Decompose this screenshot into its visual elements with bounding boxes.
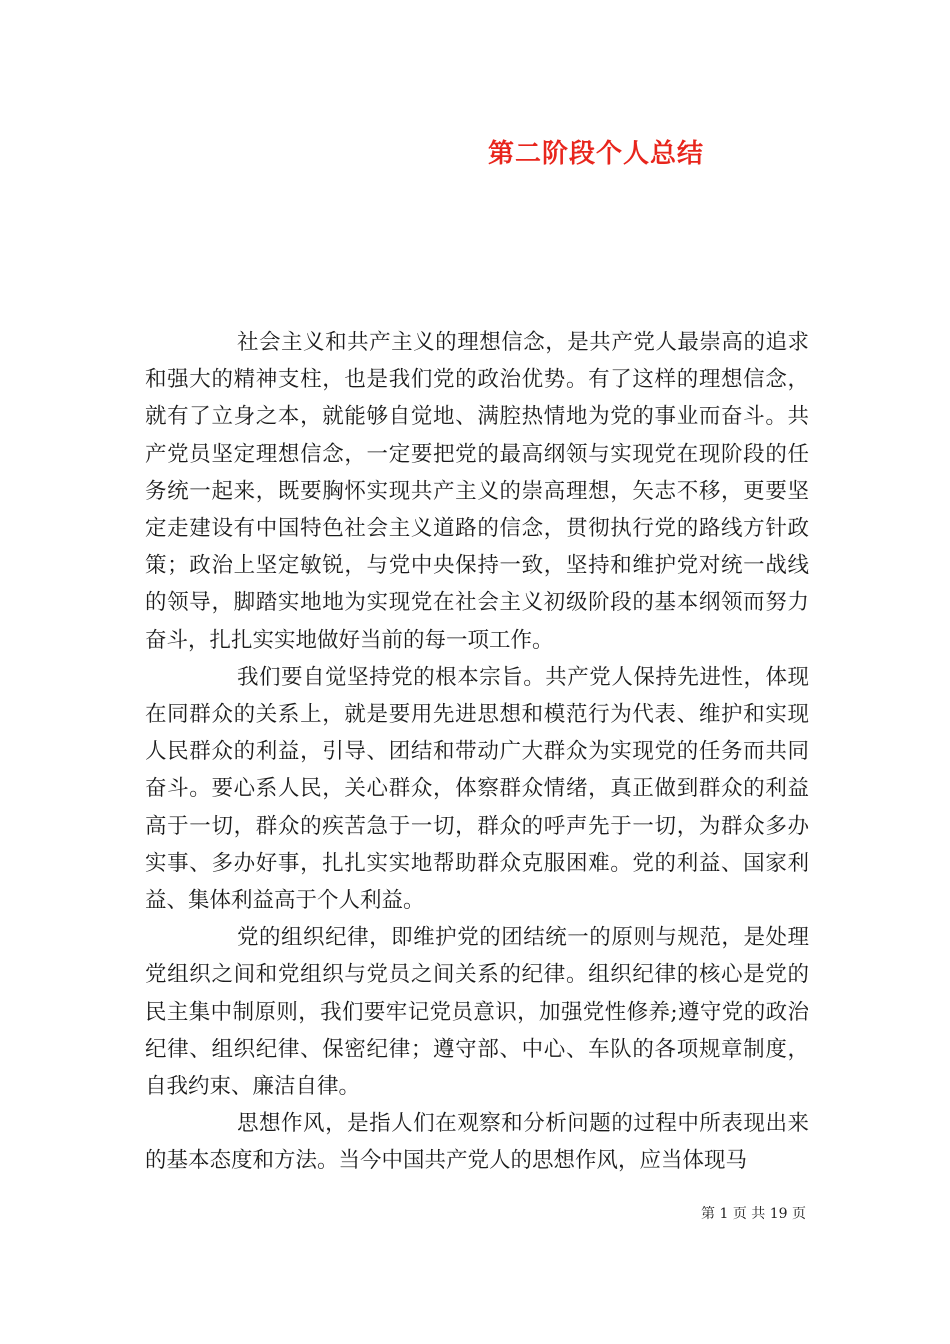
document-title: 第二阶段个人总结 bbox=[488, 139, 705, 169]
paragraph-3: 党的组织纪律，即维护党的团结统一的原则与规范，是处理党组织之间和党组织与党员之间关系的纪律。组织纪律的核心是党的民主集中制原则，我们要牢记党员意识，加强党性修养;遵守党的政治纪律、组织纪律、保密纪律；遵守部、中心、车队的各项规章制度，自我约束、廉洁自律。 bbox=[145, 925, 809, 1100]
page-number-footer bbox=[701, 1203, 806, 1223]
paragraph-4: 思想作风，是指人们在观察和分析问题的过程中所表现出来的基本态度和方法。当今中国共产党人的思想作风，应当体现马 bbox=[145, 1111, 809, 1174]
paragraph-2: 我们要自觉坚持党的根本宗旨。共产党人保持先进性，体现在同群众的关系上，就是要用先进思想和模范行为代表、维护和实现人民群众的利益，引导、团结和带动广大群众为实现党的任务而共同奋斗。要心系人民，关心群众，体察群众情绪，真正做到群众的利益高于一切，群众的疾苦急于一切，群众的呼声先于一切，为群众多办实事、多办好事，扎扎实实地帮助群众克服困难。党的利益、国家利益、集体利益高于个人利益。 bbox=[145, 664, 809, 914]
paragraph-1: 社会主义和共产主义的理想信念，是共产党人最崇高的追求和强大的精神支柱，也是我们党的政治优势。有了这样的理想信念，就有了立身之本，就能够自觉地、满腔热情地为党的事业而奋斗。共产党员坚定理想信念，一定要把党的最高纲领与实现党在现阶段的任务统一起来，既要胸怀实现共产主义的崇高理想，矢志不移，更要坚定走建设有中国特色社会主义道路的信念，贯彻执行党的路线方针政策；政治上坚定敏锐，与党中央保持一致，坚持和维护党对统一战线的领导，脚踏实地地为实现党在社会主义初级阶段的基本纲领而努力奋斗，扎扎实实地做好当前的每一项工作。 bbox=[145, 330, 809, 653]
document-body bbox=[145, 324, 809, 1180]
page-number-label: 第 1 页 共 19 页 bbox=[701, 1206, 806, 1222]
